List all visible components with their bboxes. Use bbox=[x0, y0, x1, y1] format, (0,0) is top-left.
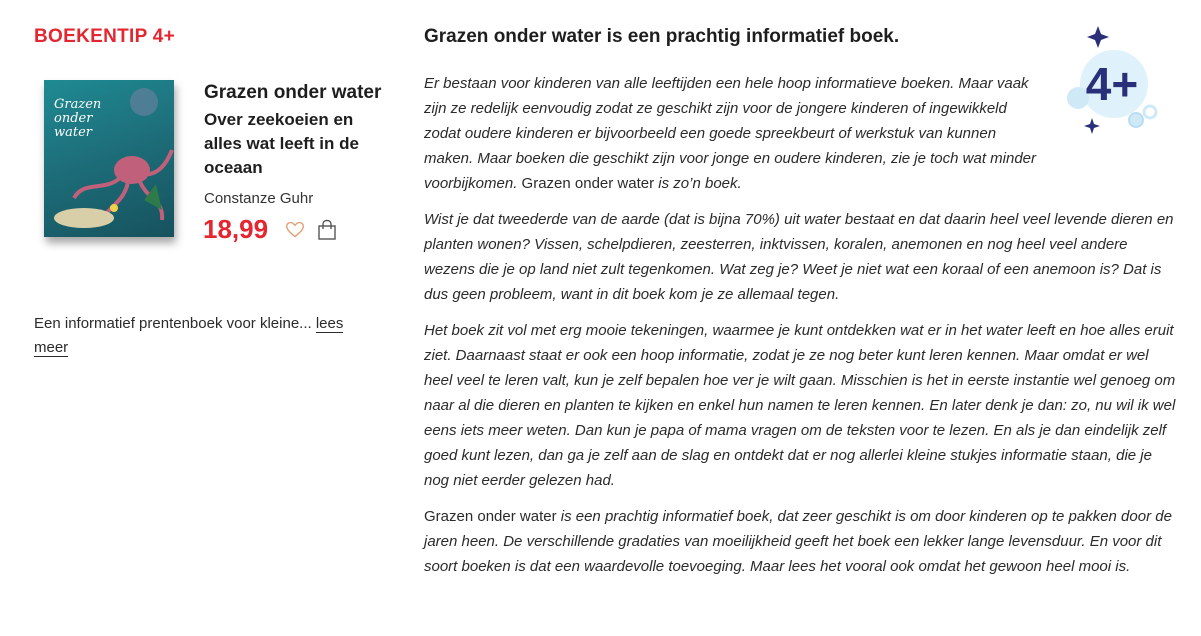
book-author[interactable]: Constanze Guhr bbox=[204, 190, 314, 207]
boekentip-label: BOEKENTIP 4+ bbox=[34, 26, 176, 47]
sparkle-icon-small bbox=[1084, 118, 1100, 134]
cover-title-line2: onder water bbox=[54, 111, 93, 140]
paragraph-1-book-title: Grazen onder water bbox=[521, 175, 655, 192]
paragraph-1-end: is zo’n boek. bbox=[654, 175, 742, 192]
article-paragraph-4 bbox=[424, 504, 1176, 579]
book-subtitle: Over zeekoeien en alles wat leeft in de oceaan bbox=[204, 110, 359, 177]
teaser-snippet: Een informatief prentenboek voor kleine... bbox=[34, 315, 316, 332]
article-paragraph-1 bbox=[424, 71, 1039, 196]
teaser-text bbox=[34, 312, 374, 360]
badge-text: 4+ bbox=[1085, 58, 1139, 110]
article-paragraph-3: Het boek zit vol met erg mooie tekeningen, waarmee je kunt ontdekken wat er in het water leeft en hoe alles eruit ziet. Daarnaast staat er ook een hoop informatie, zodat je ze nog beter kunt leren kennen. Maar omdat er wel heel veel te leren valt, kun je zelf bepalen hoe ver je wilt gaan. Misschien is het in eerste instantie wel genoeg om naar al die dieren en planten te kijken en enkel hun namen te leren kennen. En later denk je dan: zo, nu wil ik wel eens iets meer weten. Dan kun je papa of mama vragen om de teksten voor te lezen. En als je dan eindelijk zelf goed kunt lezen, dan ga je zelf aan de slag en ontdekt dat er nog allerlei kleine stukjes informatie staan, die je nog niet eerder gelezen had. bbox=[424, 322, 1176, 489]
sparkle-icon bbox=[1087, 26, 1109, 48]
shopping-bag-icon[interactable] bbox=[317, 219, 337, 241]
book-cover-image[interactable] bbox=[44, 80, 174, 237]
paragraph-1-text: Er bestaan voor kinderen van alle leeftijden een hele hoop informatieve boeken. Maar vaak zijn ze redelijk eenvoudig zodat ze geschikt zijn voor de jongere kinderen of ingewikkeld zodat oudere kinderen er bijvoorbeeld een goede spreekbeurt of werkstuk van kunnen maken. Maar boeken die geschikt zijn voor jonge en oudere kinderen, zie je toch wat minder voorbijkomen. bbox=[424, 75, 1037, 192]
paragraph-4-book-title: Grazen onder water bbox=[424, 508, 557, 525]
heart-icon[interactable] bbox=[285, 220, 305, 240]
article-paragraph-2: Wist je dat tweederde van de aarde (dat is bijna 70%) uit water bestaat en dat daarin heel veel levende dieren en planten wonen? Vissen, schelpdieren, zeesterren, inktvissen, koralen, anemonen en nog heel veel andere wezens die je op land niet zult tegenkomen. Wat zeg je? Weet je niet wat een koraal of een anemoon is? Dat is dus geen probleem, want in dit boek kom je ze allemaal tegen. bbox=[424, 211, 1174, 303]
book-title[interactable]: Grazen onder water bbox=[204, 82, 382, 103]
cover-title bbox=[54, 98, 124, 140]
book-price: 18,99 bbox=[203, 214, 269, 244]
article-body bbox=[424, 71, 1176, 590]
read-more-link[interactable]: lees meer bbox=[34, 315, 344, 356]
paragraph-4-text: is een prachtig informatief boek, dat zeer geschikt is om door kinderen op te pakken door de jaren heen. De verschillende gradaties van moeilijkheid geeft het boek een lekker lange levensduur. En voor dit soort boeken is dat een waardevolle toevoeging. Maar lees het vooral ook omdat het gewoon heel mooi is. bbox=[424, 508, 1172, 575]
article-heading: Grazen onder water is een prachtig informatief boek. bbox=[424, 26, 900, 47]
age-badge bbox=[1062, 20, 1162, 140]
cover-title-line1: Grazen bbox=[54, 97, 102, 112]
